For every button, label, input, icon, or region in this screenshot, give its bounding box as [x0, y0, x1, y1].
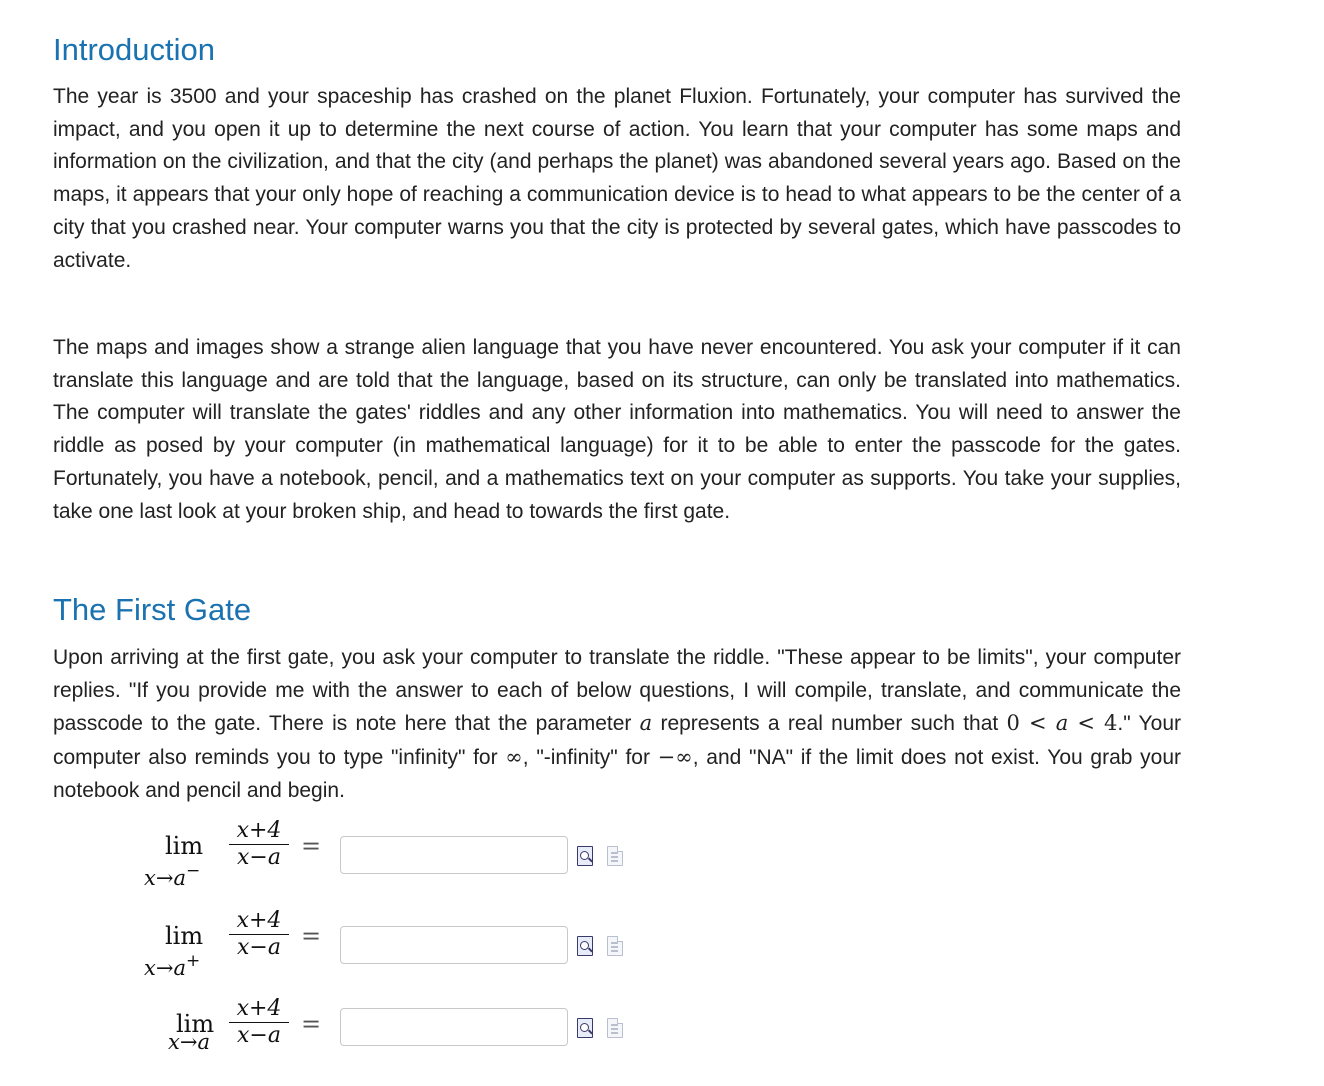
limit-operator: lim — [165, 922, 204, 950]
inequality-lt-2: < — [1068, 711, 1105, 736]
fraction-numerator: x+4 — [229, 996, 289, 1023]
limit-approach — [168, 1030, 210, 1054]
fraction-denominator: x−a — [237, 845, 281, 870]
limit-fraction — [229, 818, 289, 871]
first-gate-text-d: , "-infinity" for — [522, 746, 658, 770]
equals-sign: = — [301, 922, 322, 950]
limit-side: + — [185, 951, 201, 971]
fraction-numerator: x+4 — [229, 818, 289, 845]
limit-approach-expression: x→a — [144, 956, 186, 980]
document-icon[interactable] — [607, 936, 623, 956]
limit-approach — [144, 951, 201, 980]
limit-side: − — [185, 861, 201, 881]
first-gate-text-b: represents a real number such that — [652, 712, 1007, 736]
introduction-heading: Introduction — [53, 32, 215, 67]
inequality-lt-1: < — [1019, 711, 1056, 736]
fraction-denominator: x−a — [237, 935, 281, 960]
limit-fraction — [229, 996, 289, 1049]
preview-icon[interactable] — [577, 1018, 593, 1038]
first-gate-text-a: Upon arriving at the first gate, you ask your computer to translate the riddle. "These appear to be limits", your computer replies. "If you provide me with the answer to each of below questions, I will compile, translate, and communicate the passcode to the gate. There is note here that the parameter — [53, 646, 1181, 736]
limit-answer-input-1[interactable] — [340, 836, 568, 874]
document-icon[interactable] — [607, 1018, 623, 1038]
limit-answer-input-2[interactable] — [340, 926, 568, 964]
parameter-a: a — [639, 711, 653, 736]
limit-fraction — [229, 908, 289, 961]
limit-approach-expression: x→a — [168, 1030, 210, 1054]
limit-approach-expression: x→a — [144, 866, 186, 890]
first-gate-paragraph — [53, 642, 1181, 808]
limit-answer-input-3[interactable] — [340, 1008, 568, 1046]
fraction-denominator: x−a — [237, 1023, 281, 1048]
equals-sign: = — [301, 832, 322, 860]
limit-approach — [144, 861, 201, 890]
fraction-numerator: x+4 — [229, 908, 289, 935]
limit-operator: lim — [176, 1010, 215, 1038]
equals-sign: = — [301, 1010, 322, 1038]
limit-question-3 — [0, 996, 1324, 1086]
preview-icon[interactable] — [577, 936, 593, 956]
preview-icon[interactable] — [577, 846, 593, 866]
limit-operator: lim — [165, 832, 204, 860]
first-gate-heading: The First Gate — [53, 592, 252, 627]
limit-question-2 — [0, 908, 1324, 998]
first-gate-text-c: ." Your computer also reminds you to type "infinity" for — [53, 712, 1181, 770]
first-gate-text-e: , and "NA" if the limit does not exist. You grab your notebook and pencil and begin. — [53, 746, 1181, 802]
document-icon[interactable] — [607, 846, 623, 866]
inequality-four: 4 — [1104, 711, 1118, 736]
limit-question-1 — [0, 818, 1324, 908]
inequality-a: a — [1055, 711, 1069, 736]
inequality-zero: 0 — [1006, 711, 1020, 736]
infinity-symbol: ∞ — [505, 745, 523, 770]
introduction-paragraph-1: The year is 3500 and your spaceship has crashed on the planet Fluxion. Fortunately, your computer has survived the impact, and you open it up to determine the next course of action. You learn that your computer has some maps and information on the civilization, and that the city (and perhaps the planet) was abandoned several years ago. Based on the maps, it appears that your only hope of reaching a communication device is to head to what appears to be the center of a city that you crashed near. Your computer warns you that the city is protected by several gates, which have passcodes to activate. — [53, 85, 1181, 272]
introduction-paragraph-2: The maps and images show a strange alien language that you have never encountered. You ask your computer if it can translate this language and are told that the language, based on its structure, can only be translated into mathematics. The computer will translate the gates' riddles and any other information into mathematics. You will need to answer the riddle as posed by your computer (in mathematical language) for it to be able to enter the passcode for the gates. Fortunately, you have a notebook, pencil, and a mathematics text on your computer as supports. You take your supplies, take one last look at your broken ship, and head to towards the first gate. — [53, 336, 1181, 523]
negative-infinity-symbol: −∞ — [657, 745, 693, 770]
